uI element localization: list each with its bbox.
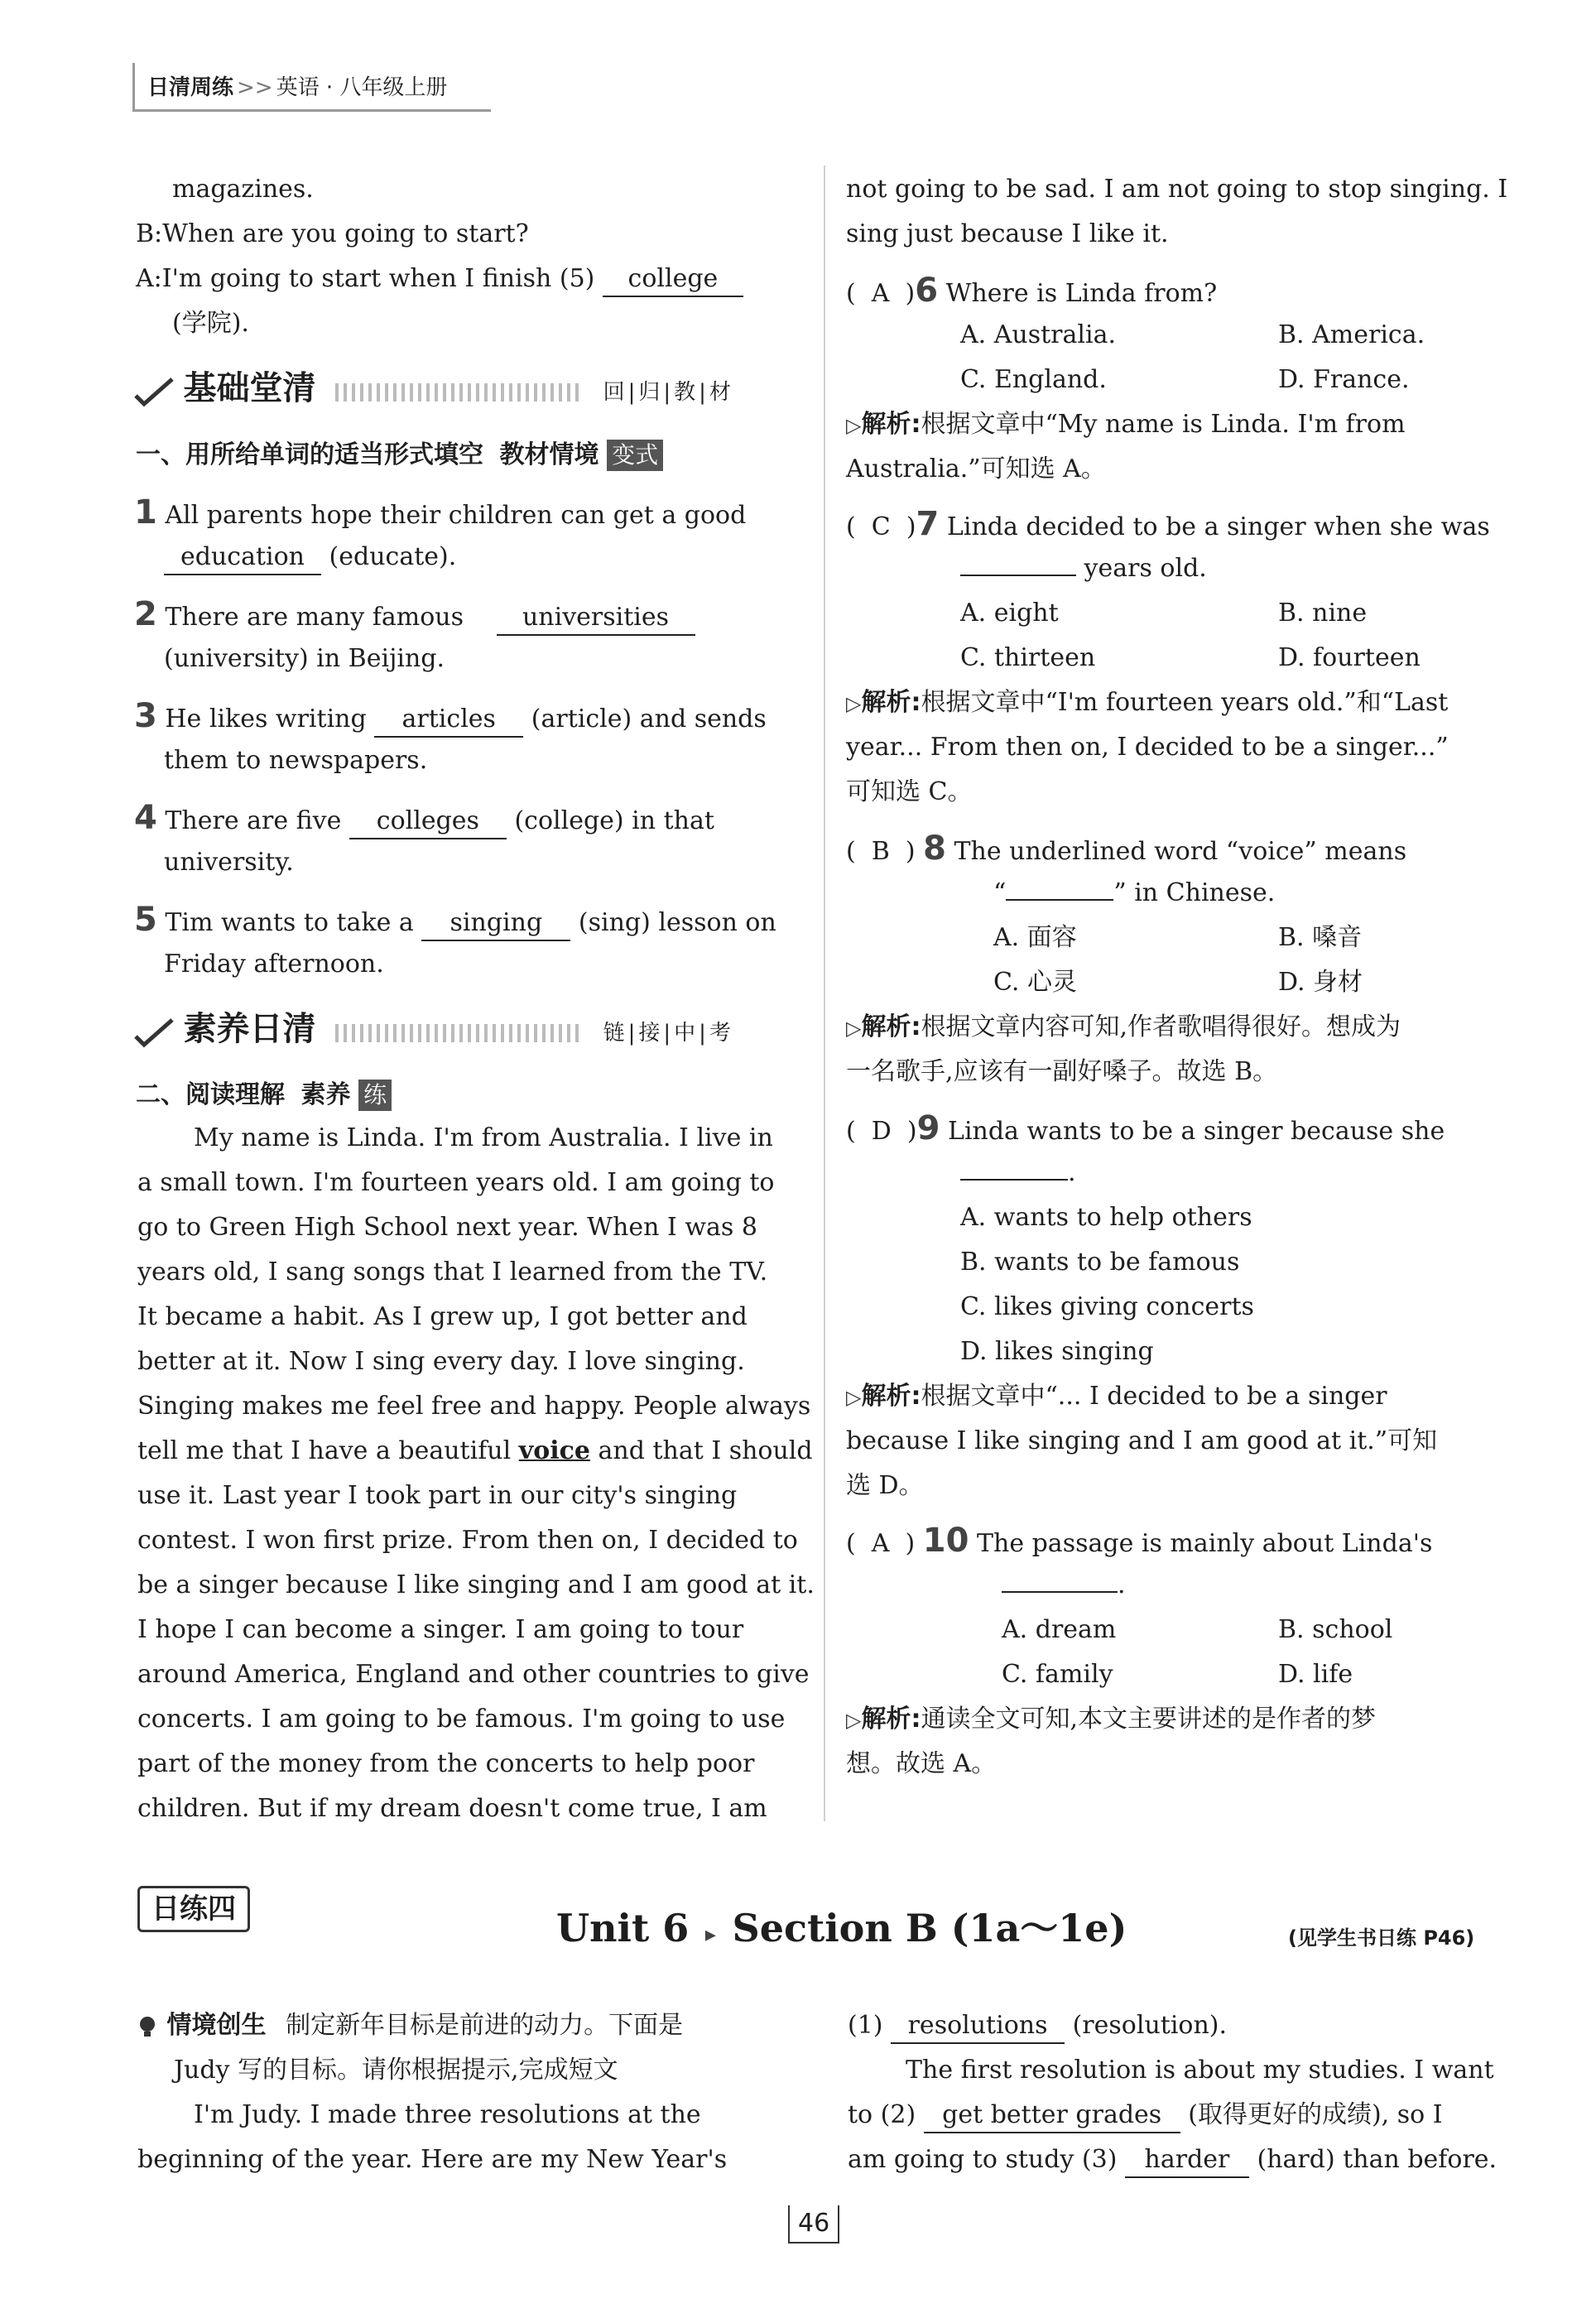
q3-cont: them to newspapers. — [164, 746, 428, 775]
q1-number: 1 — [134, 493, 157, 531]
q10-blank — [1002, 1591, 1118, 1593]
r4-prefix: am going to study (3) — [848, 2145, 1118, 2174]
resolution-line3 — [848, 2093, 1443, 2138]
q4-number: 4 — [134, 799, 157, 837]
q7-option: B. nine — [1278, 599, 1368, 628]
r1-prefix: (1) — [848, 2011, 883, 2040]
q9-option: D. likes singing — [960, 1337, 1154, 1366]
q8-number: 8 — [923, 830, 946, 868]
fill-q1 — [134, 490, 746, 538]
resolution-line2: The first resolution is about my studies. I want — [906, 2056, 1494, 2085]
scene-line1 — [136, 2003, 683, 2048]
q7-option: D. fourteen — [1278, 643, 1421, 672]
q6-answer: A — [871, 279, 890, 308]
q7-analysis — [846, 680, 1448, 726]
analysis-label: 解析: — [861, 1012, 921, 1041]
passage-line: contest. I won first prize. From then on, I decided to — [137, 1526, 798, 1555]
q5-number: 5 — [134, 901, 157, 939]
section-tag-basic: 回|归|教|材 — [603, 380, 734, 405]
analysis-text: 根据文章中“I'm fourteen years old.”和“Last — [921, 688, 1449, 717]
section-tag-literacy: 链|接|中|考 — [603, 1021, 734, 1046]
column-divider — [824, 166, 825, 1821]
q7-stem-line2 — [960, 546, 1207, 591]
passage-text: tell me that I have a beautiful — [137, 1436, 512, 1465]
passage-line — [137, 1429, 813, 1474]
analysis-text: 想。故选 A。 — [846, 1749, 997, 1778]
part1-title: 一、用所给单词的适当形式填空 — [136, 440, 483, 469]
q1-hint: (educate). — [329, 542, 457, 571]
answer-q2: universities — [497, 601, 695, 636]
q8-option: A. 面容 — [993, 923, 1077, 952]
mc-q8: ( B ) 8 The underlined word “voice” means — [846, 830, 1407, 868]
part1-heading — [136, 433, 663, 478]
fill-q5 — [134, 897, 776, 945]
part1-tag-box: 变式 — [607, 440, 663, 471]
header-subject: 英语 · 八年级上册 — [276, 75, 448, 100]
passage-line: around America, England and other countries to give — [137, 1660, 810, 1689]
passage-cont-2: sing just because I like it. — [846, 219, 1169, 248]
q6-option: A. Australia. — [960, 320, 1117, 349]
q9-answer: D — [871, 1117, 892, 1146]
resolution-line1 — [848, 2003, 1227, 2048]
arrow-icon: ▷ — [846, 414, 862, 437]
passage-line: years old, I sang songs that I learned from the TV. — [137, 1258, 768, 1286]
analysis-text: 选 D。 — [846, 1471, 924, 1500]
intro-line3-text: A:I'm going to start when I finish (5) — [136, 264, 595, 293]
section-title-basic: 基础堂清 — [183, 369, 316, 407]
q6-stem: Where is Linda from? — [945, 279, 1218, 308]
fill-q2 — [134, 592, 695, 640]
q9-stem: Linda wants to be a singer because she — [948, 1117, 1445, 1146]
header-sep: >> — [237, 75, 273, 100]
q2-number: 2 — [134, 595, 157, 633]
r3-suffix: (取得更好的成绩), so I — [1188, 2100, 1443, 2129]
intro-line4: (学院). — [172, 309, 249, 338]
q8-analysis — [846, 1005, 1401, 1051]
q6-number: 6 — [915, 272, 939, 310]
q7-option: A. eight — [960, 599, 1059, 628]
q1-text: All parents hope their children can get a good — [165, 501, 747, 530]
running-header — [147, 73, 447, 103]
mc-q6: ( A )6 Where is Linda from? — [846, 272, 1218, 310]
q3-number: 3 — [134, 697, 157, 735]
scene-text: 制定新年目标是前进的动力。下面是 — [286, 2011, 684, 2040]
analysis-text: 通读全文可知,本文主要讲述的是作者的梦 — [921, 1705, 1377, 1734]
q10-number: 10 — [922, 1522, 969, 1560]
section-bar — [335, 1024, 584, 1042]
q8-answer: B — [871, 837, 890, 866]
underlined-word-voice: voice — [518, 1436, 590, 1465]
q7-stem: Linda decided to be a singer when she was — [946, 512, 1490, 541]
arrow-icon: ▷ — [846, 1709, 862, 1732]
pen-check-icon — [132, 1017, 175, 1050]
answer-r2: get better grades — [924, 2099, 1180, 2133]
passage-line: go to Green High School next year. When I was 8 — [137, 1213, 757, 1242]
q8-option: C. 心灵 — [993, 968, 1077, 997]
passage-cont-1: not going to be sad. I am not going to stop singing. I — [846, 175, 1508, 204]
scene-line3: I'm Judy. I made three resolutions at the — [194, 2100, 701, 2129]
q6-option: C. England. — [960, 365, 1107, 394]
q6-analysis — [846, 402, 1406, 448]
fill-q1-line2 — [164, 535, 456, 580]
page-number: 46 — [788, 2205, 839, 2243]
answer-r3: harder — [1125, 2143, 1249, 2178]
part1-tag-text: 教材情境 — [499, 440, 599, 469]
q9-number: 9 — [916, 1109, 940, 1147]
r4-suffix: (hard) than before. — [1257, 2145, 1497, 2174]
intro-line3 — [136, 257, 743, 301]
passage-line: I hope I can become a singer. I am going to tour — [137, 1615, 744, 1644]
mc-q10: ( A ) 10 The passage is mainly about Linda's — [846, 1522, 1433, 1560]
analysis-text: 根据文章中“My name is Linda. I'm from — [921, 410, 1406, 439]
passage-line: use it. Last year I took part in our city's singing — [137, 1481, 738, 1510]
unit-heading — [556, 1906, 1127, 1957]
analysis-text: 可知选 C。 — [846, 777, 973, 806]
arrow-icon: ▷ — [846, 1386, 862, 1409]
analysis-text: 根据文章中“... I decided to be a singer — [921, 1382, 1387, 1411]
q5-hint: (sing) lesson on — [578, 908, 776, 937]
q7-answer: C — [871, 512, 891, 541]
q9-option: B. wants to be famous — [960, 1248, 1240, 1277]
lightbulb-icon — [136, 2015, 159, 2038]
section-banner-literacy — [132, 1007, 734, 1056]
analysis-text: 一名歌手,应该有一副好嗓子。故选 B。 — [846, 1057, 1278, 1086]
day-label: 日练四 — [137, 1886, 250, 1932]
passage-line: be a singer because I like singing and I am good at it. — [137, 1570, 815, 1599]
q4-cont: university. — [164, 848, 294, 877]
section-bar — [335, 383, 584, 402]
passage-text: and that I should — [598, 1436, 813, 1465]
q10-option: B. school — [1278, 1615, 1393, 1644]
passage-line: Singing makes me feel free and happy. People always — [137, 1392, 811, 1421]
q6-option: B. America. — [1278, 320, 1425, 349]
q10-answer: A — [871, 1529, 890, 1558]
passage-line: children. But if my dream doesn't come true, I am — [137, 1794, 767, 1823]
q8-blank — [1006, 899, 1113, 901]
q9-analysis — [846, 1374, 1387, 1420]
q10-option: A. dream — [1002, 1615, 1117, 1644]
answer-q4: colleges — [349, 805, 507, 839]
passage-line: part of the money from the concerts to help poor — [137, 1749, 755, 1778]
intro-line2: B:When are you going to start? — [136, 219, 529, 248]
triangle-icon: ▸ — [704, 1922, 716, 1947]
scene-label: 情境创生 — [166, 2011, 267, 2040]
arrow-icon: ▷ — [846, 692, 862, 715]
answer-q1: education — [164, 541, 321, 575]
q9-blank-line: . — [960, 1151, 1076, 1195]
q7-number: 7 — [916, 505, 940, 543]
analysis-text: because I like singing and I am good at it.”可知 — [846, 1426, 1438, 1455]
analysis-text: year... From then on, I decided to be a singer...” — [846, 733, 1449, 762]
q10-option: D. life — [1278, 1660, 1353, 1689]
q9-blank — [960, 1179, 1068, 1181]
arrow-icon: ▷ — [846, 1017, 862, 1040]
passage-line: a small town. I'm fourteen years old. I am going to — [137, 1168, 775, 1197]
q8-stem2: ” in Chinese. — [1113, 878, 1276, 907]
part2-title: 二、阅读理解 — [136, 1080, 285, 1109]
q10-analysis — [846, 1697, 1376, 1743]
resolution-line4 — [848, 2138, 1497, 2182]
q8-option: B. 嗓音 — [1278, 923, 1363, 952]
q9-option: A. wants to help others — [960, 1203, 1252, 1232]
q5-text: Tim wants to take a — [165, 908, 414, 937]
reference-note: (见学生书日练 P46) — [1288, 1926, 1475, 1950]
answer-q3: articles — [374, 703, 523, 738]
q7-option: C. thirteen — [960, 643, 1096, 672]
mc-q9: ( D )9 Linda wants to be a singer because she — [846, 1109, 1445, 1147]
section-title: Section B (1a～1e) — [732, 1906, 1127, 1950]
mc-q7: ( C )7 Linda decided to be a singer when she was — [846, 505, 1490, 543]
passage-line: My name is Linda. I'm from Australia. I live in — [194, 1123, 773, 1152]
q10-stem: The passage is mainly about Linda's — [976, 1529, 1433, 1558]
q8-stem: The underlined word “voice” means — [954, 837, 1407, 866]
analysis-label: 解析: — [861, 410, 921, 439]
analysis-text: Australia.”可知选 A。 — [846, 454, 1106, 483]
part2-heading — [136, 1073, 392, 1118]
q3-hint: (article) and sends — [531, 705, 767, 733]
pen-check-icon — [132, 376, 175, 409]
unit-title: Unit 6 — [556, 1906, 690, 1950]
q8-option: D. 身材 — [1278, 968, 1363, 997]
scene-line2: Judy 写的目标。请你根据提示,完成短文 — [174, 2056, 618, 2085]
q5-cont: Friday afternoon. — [164, 950, 384, 979]
q2-text: There are many famous — [165, 603, 464, 632]
analysis-label: 解析: — [861, 1382, 921, 1411]
q10-blank-line: . — [1002, 1563, 1126, 1608]
q9-option: C. likes giving concerts — [960, 1292, 1254, 1321]
part2-tag-box: 练 — [358, 1080, 392, 1111]
passage-line: better at it. Now I sing every day. I love singing. — [137, 1347, 745, 1376]
r1-suffix: (resolution). — [1072, 2011, 1228, 2040]
analysis-label: 解析: — [861, 688, 921, 717]
scene-line4: beginning of the year. Here are my New Year's — [137, 2145, 728, 2174]
q2-hint: (university) in Beijing. — [164, 644, 445, 673]
fill-q4 — [134, 796, 714, 844]
q4-hint: (college) in that — [514, 806, 714, 835]
q7-blank — [960, 575, 1076, 576]
answer-r1: resolutions — [891, 2009, 1065, 2044]
q3-text: He likes writing — [165, 705, 367, 733]
answer-5: college — [603, 262, 743, 297]
section-banner-basic — [132, 366, 734, 415]
fill-q3 — [134, 694, 767, 742]
intro-line1: magazines. — [172, 175, 314, 204]
header-brand: 日清周练 — [147, 75, 234, 100]
section-title-literacy: 素养日清 — [183, 1010, 316, 1048]
q7-stem2: years old. — [1084, 554, 1207, 583]
q6-option: D. France. — [1278, 365, 1410, 394]
q8-stem-line2: “ ” in Chinese. — [993, 878, 1276, 907]
passage-line: concerts. I am going to be famous. I'm going to use — [137, 1705, 786, 1734]
analysis-text: 根据文章内容可知,作者歌唱得很好。想成为 — [921, 1012, 1401, 1041]
r3-prefix: to (2) — [848, 2100, 916, 2129]
passage-line: It became a habit. As I grew up, I got better and — [137, 1302, 748, 1331]
part2-tag-text: 素养 — [300, 1080, 351, 1109]
answer-q5: singing — [421, 907, 570, 941]
q4-text: There are five — [165, 806, 342, 835]
analysis-label: 解析: — [861, 1705, 921, 1734]
q10-option: C. family — [1002, 1660, 1113, 1689]
